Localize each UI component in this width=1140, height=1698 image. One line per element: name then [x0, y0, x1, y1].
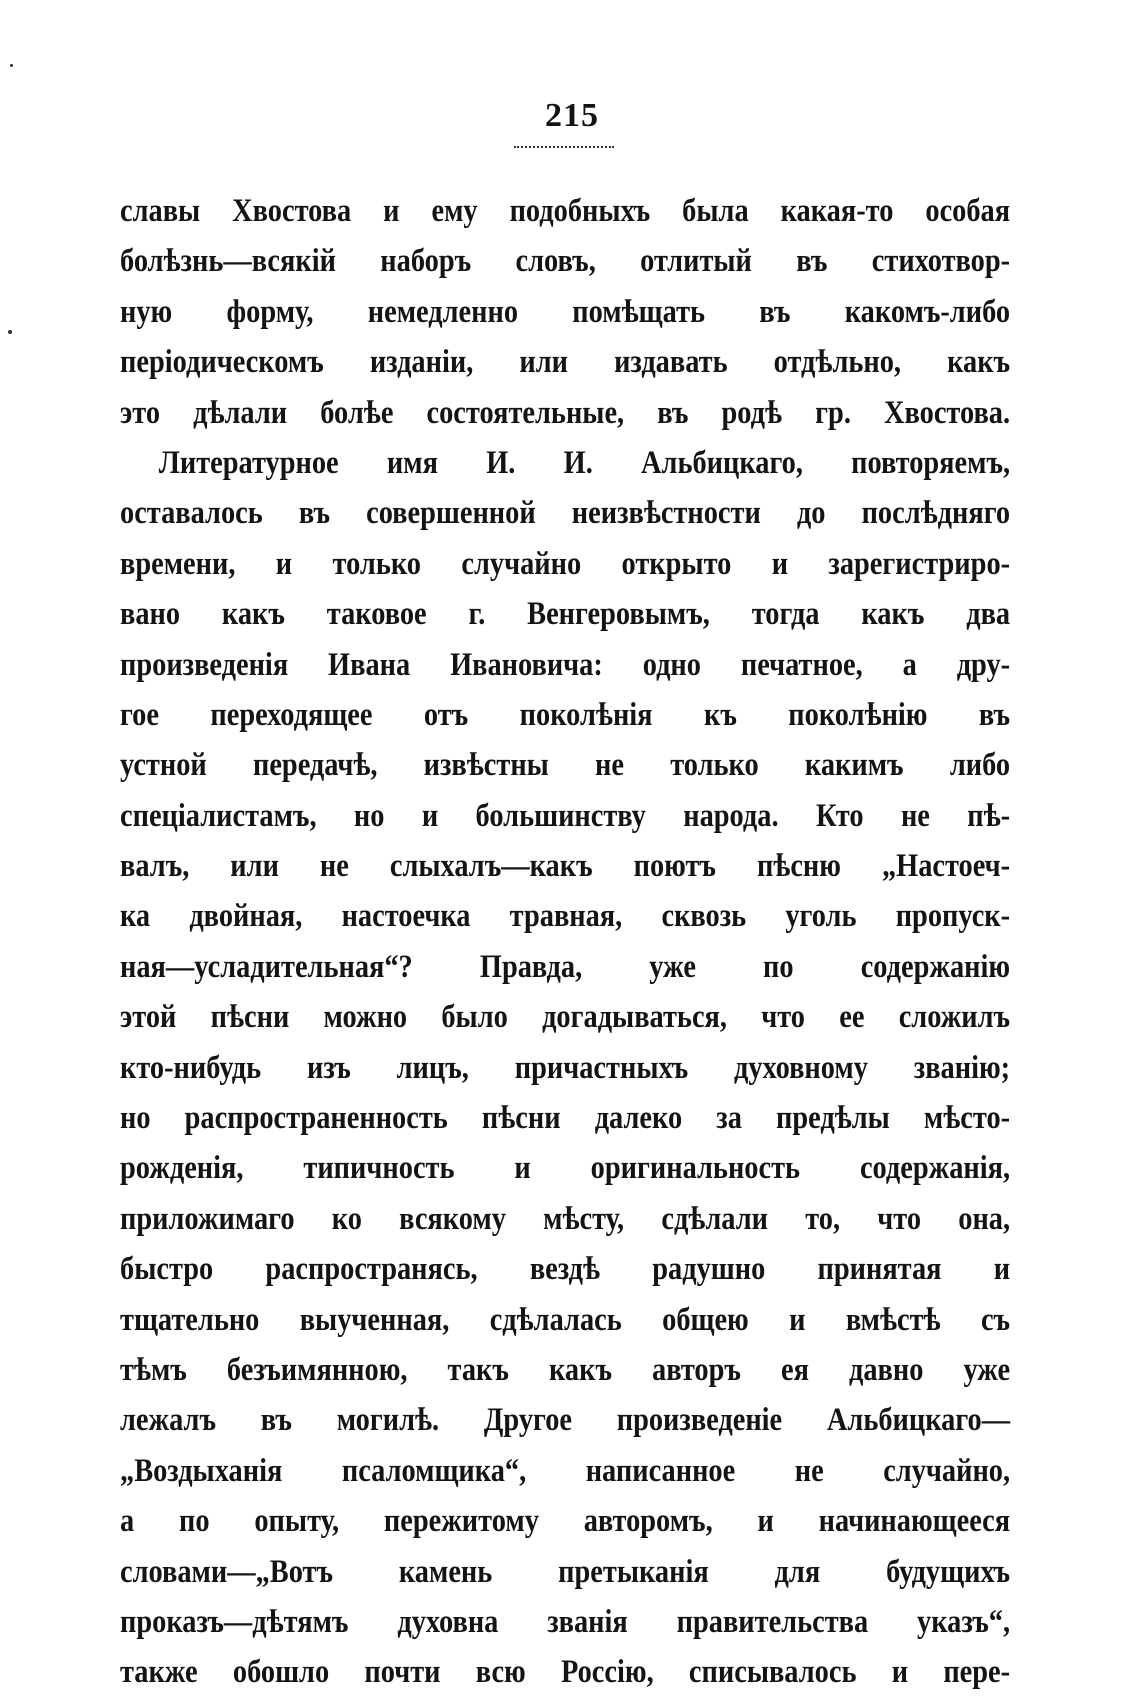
text-line: кто-нибудь изъ лицъ, причастныхъ духовному званію; — [120, 1049, 1011, 1086]
text-line: лежалъ въ могилѣ. Другое произведеніе Альбицкаго— — [120, 1402, 1011, 1439]
text-line: спеціалистамъ, но и большинству народа. Кто не пѣ- — [120, 797, 1011, 834]
paragraph-start-line: Литературное имя И. И. Альбицкаго, повторяемъ, — [158, 444, 1011, 481]
page-number-rule — [514, 146, 614, 148]
text-line: валъ, или не слыхалъ—какъ поютъ пѣсню „Настоеч- — [120, 848, 1011, 885]
text-line: оставалось въ совершенной неизвѣстности до послѣдняго — [120, 495, 1011, 532]
text-line: этой пѣсни можно было догадываться, что ее сложилъ — [120, 999, 1011, 1036]
text-line: ную форму, немедленно помѣщать въ какомъ-либо — [120, 293, 1011, 330]
body-text — [120, 186, 1010, 1698]
text-line: вано какъ таковое г. Венгеровымъ, тогда какъ два — [120, 596, 1011, 633]
text-line: ка двойная, настоечка травная, сквозь уголь пропуск- — [120, 898, 1011, 935]
page-number: 215 — [545, 97, 599, 134]
text-line: „Воздыханія псаломщика“, написанное не случайно, — [120, 1452, 1011, 1489]
text-line: устной передачѣ, извѣстны не только какимъ либо — [120, 747, 1011, 784]
text-line: тщательно выученная, сдѣлалась общею и вмѣстѣ съ — [120, 1301, 1011, 1338]
margin-speck — [10, 64, 13, 67]
text-line: славы Хвостова и ему подобныхъ была какая-то особая — [120, 193, 1011, 229]
text-line: приложимаго ко всякому мѣсту, сдѣлали то, что она, — [120, 1200, 1011, 1237]
text-line: періодическомъ изданіи, или издавать отдѣльно, какъ — [120, 344, 1011, 381]
text-line: рожденія, типичность и оригинальность содержанія, — [120, 1150, 1011, 1187]
text-line: быстро распространясь, вездѣ радушно принятая и — [120, 1251, 1011, 1288]
text-line: времени, и только случайно открыто и зарегистриро- — [120, 545, 1011, 582]
text-line: произведенія Ивана Ивановича: одно печатное, а дру- — [120, 646, 1011, 683]
text-line: это дѣлали болѣе состоятельные, въ родѣ гр. Хвостова. — [120, 394, 1011, 431]
text-line: гое переходящее отъ поколѣнія къ поколѣнію въ — [120, 696, 1011, 733]
text-line: проказъ—дѣтямъ духовна званія правительства указъ“, — [120, 1603, 1011, 1640]
text-line: но распространенность пѣсни далеко за предѣлы мѣсто- — [120, 1100, 1011, 1137]
text-line: болѣзнь—всякій наборъ словъ, отлитый въ стихотвор- — [120, 243, 1011, 280]
margin-speck — [8, 330, 12, 334]
text-line: также обошло почти всю Россію, списывалось и пере- — [120, 1654, 1011, 1691]
text-line: тѣмъ безъимянною, такъ какъ авторъ ея давно уже — [120, 1351, 1011, 1388]
text-line: ная—усладительная“? Правда, уже по содержанію — [120, 948, 1011, 985]
text-line: а по опыту, пережитому авторомъ, и начинающееся — [120, 1503, 1011, 1540]
text-line: словами—„Вотъ камень претыканія для будущихъ — [120, 1553, 1011, 1590]
